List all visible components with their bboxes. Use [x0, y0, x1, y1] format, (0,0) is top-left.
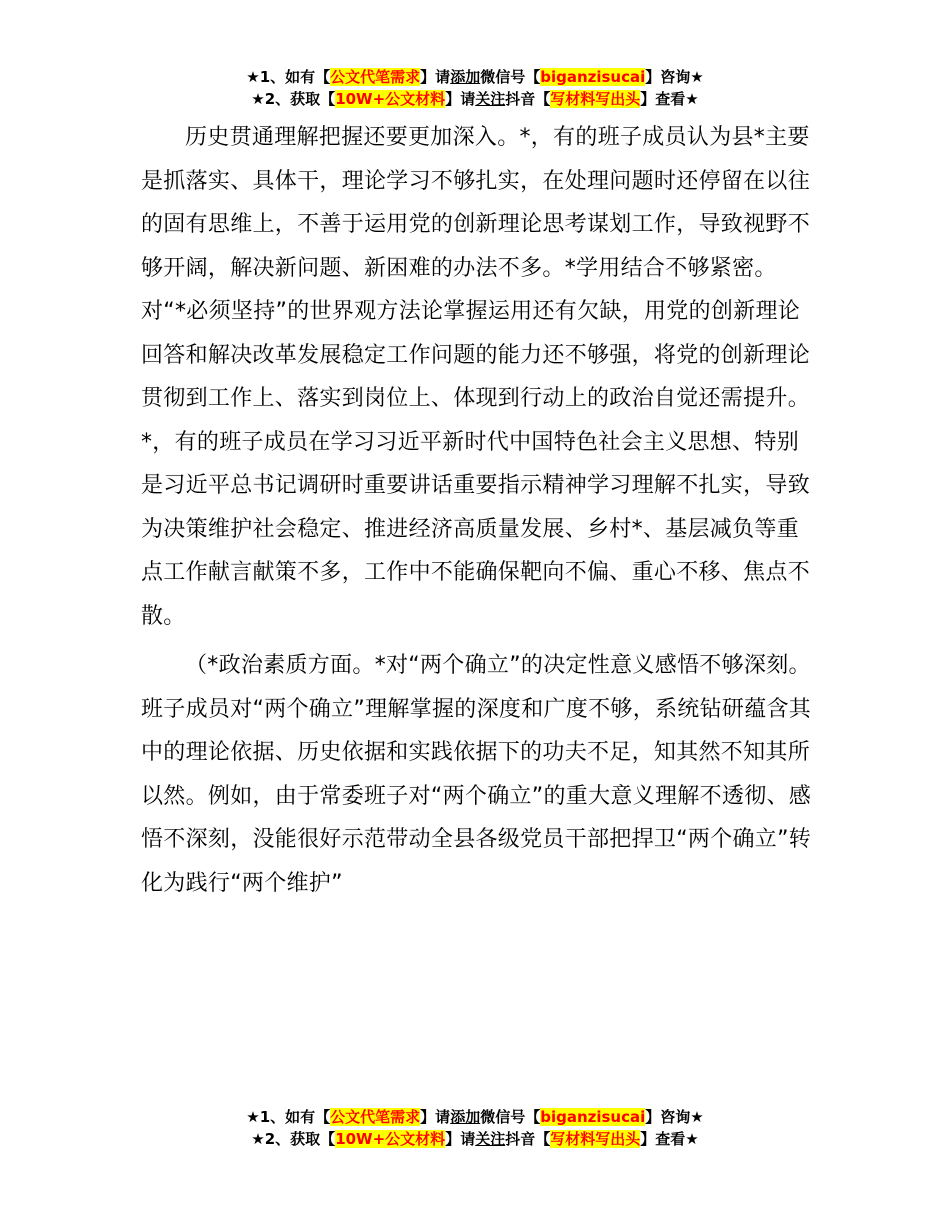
banner-text: 抖音【	[505, 1130, 551, 1148]
banner-highlight: biganzisucai	[540, 68, 646, 86]
document-body	[141, 116, 816, 905]
banner-highlight: 10W+公文材料	[335, 1130, 446, 1148]
banner-text: 】查看★	[640, 1130, 699, 1148]
banner-text: ★2、获取【	[251, 1130, 336, 1148]
banner-line-2	[0, 1128, 950, 1150]
banner-highlight: 写材料写出头	[550, 1130, 641, 1148]
body-paragraph: （*政治素质方面。*对“两个确立”的决定性意义感悟不够深刻。班子成员对“两个确立”理解掌握的深度和广度不够，系统钻研蕴含其中的理论依据、历史依据和实践依据下的功夫不足，知其然不知其所以然。例如，由于常委班子对“两个确立”的重大意义理解不透彻、感悟不深刻，没能很好示范带动全县各级党员干部把捍卫“两个确立”转化为践行“两个维护”	[141, 653, 812, 896]
banner-line-1	[0, 1106, 950, 1128]
banner-underlined-text: 关注	[475, 90, 506, 108]
banner-underlined-text: 添加	[450, 68, 481, 86]
body-paragraph: 历史贯通理解把握还要更加深入。*，有的班子成员认为县*主要是抓落实、具体干，理论学习不够扎实，在处理问题时还停留在以往的固有思维上，不善于运用党的创新理论思考谋划工作，导致视野不够开阔，解决新问题、新困难的办法不多。*学用结合不够紧密。对“*必须坚持”的世界观方法论掌握运用还有欠缺，用党的创新理论回答和解决改革发展稳定工作问题的能力还不够强，将党的创新理论贯彻到工作上、落实到岗位上、体现到行动上的政治自觉还需提升。*，有的班子成员在学习习近平新时代中国特色社会主义思想、特别是习近平总书记调研时重要讲话重要指示精神学习理解不扎实，导致为决策维护社会稳定、推进经济高质量发展、乡村*、基层减负等重点工作献言献策不多，工作中不能确保靶向不偏、重心不移、焦点不散。	[141, 125, 811, 629]
banner-text: 】查看★	[640, 90, 699, 108]
promo-banner-top	[0, 66, 950, 110]
banner-text: 】咨询★	[645, 68, 704, 86]
banner-line-1	[0, 66, 950, 88]
banner-text: ★1、如有【	[246, 68, 331, 86]
banner-text: 】咨询★	[645, 1108, 704, 1126]
banner-highlight: 10W+公文材料	[335, 90, 446, 108]
banner-text: 】请	[420, 1108, 451, 1126]
promo-banner-bottom	[0, 1106, 950, 1150]
banner-text: 】请	[445, 1130, 476, 1148]
banner-text: ★2、获取【	[251, 90, 336, 108]
banner-text: 】请	[445, 90, 476, 108]
banner-text: 抖音【	[505, 90, 551, 108]
banner-highlight: 写材料写出头	[550, 90, 641, 108]
banner-highlight: biganzisucai	[540, 1108, 646, 1126]
banner-underlined-text: 添加	[450, 1108, 481, 1126]
banner-text: 微信号【	[480, 68, 541, 86]
banner-line-2	[0, 88, 950, 110]
banner-highlight: 公文代笔需求	[330, 68, 421, 86]
banner-text: ★1、如有【	[246, 1108, 331, 1126]
banner-text: 微信号【	[480, 1108, 541, 1126]
banner-text: 】请	[420, 68, 451, 86]
banner-highlight: 公文代笔需求	[330, 1108, 421, 1126]
banner-underlined-text: 关注	[475, 1130, 506, 1148]
